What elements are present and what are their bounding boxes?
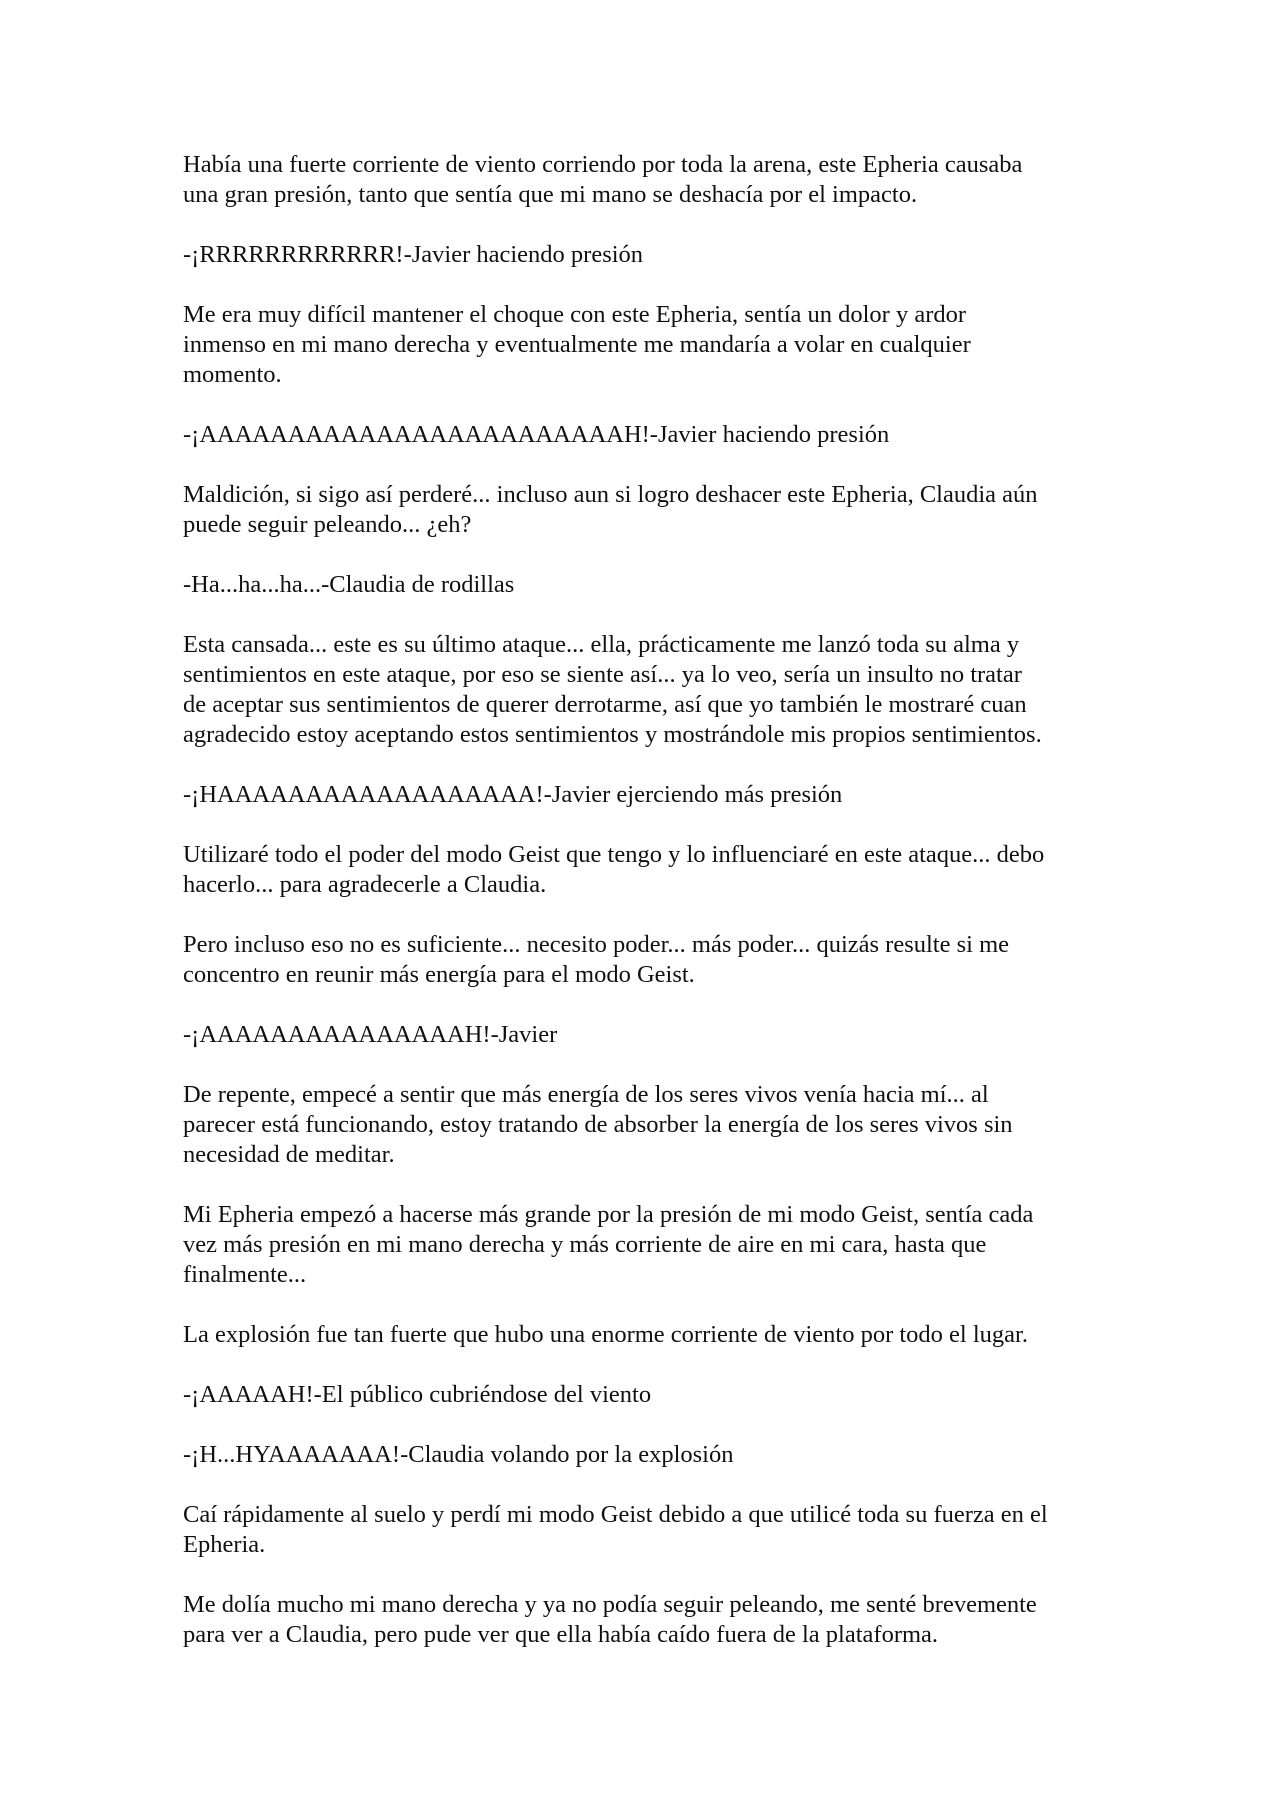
dialogue-line: -¡HAAAAAAAAAAAAAAAAAA!-Javier ejerciendo más presión xyxy=(183,781,843,808)
dialogue-line: -¡RRRRRRRRRRRR!-Javier haciendo presión xyxy=(183,241,644,268)
dialogue-line: -¡AAAAAH!-El público cubriéndose del viento xyxy=(183,1381,652,1408)
paragraph: Utilizaré todo el poder del modo Geist que tengo y lo influenciaré en este ataque... debo hacerlo... para agradecerle a Claudia. xyxy=(183,841,1045,898)
dialogue-line: -¡H...HYAAAAAAA!-Claudia volando por la explosión xyxy=(183,1441,734,1468)
paragraph: Maldición, si sigo así perderé... incluso aun si logro deshacer este Epheria, Claudia aún puede seguir peleando... ¿eh? xyxy=(183,481,1038,538)
paragraph: Mi Epheria empezó a hacerse más grande por la presión de mi modo Geist, sentía cada vez más presión en mi mano derecha y más corriente de aire en mi cara, hasta que finalmente... xyxy=(183,1201,1034,1288)
paragraph: Me dolía mucho mi mano derecha y ya no podía seguir peleando, me senté brevemente para ver a Claudia, pero pude ver que ella había caído fuera de la plataforma. xyxy=(183,1591,1037,1648)
paragraph: Caí rápidamente al suelo y perdí mi modo Geist debido a que utilicé toda su fuerza en el Epheria. xyxy=(183,1501,1048,1558)
dialogue-line: -Ha...ha...ha...-Claudia de rodillas xyxy=(183,571,515,598)
dialogue-line: -¡AAAAAAAAAAAAAAAAAAAAAAAAH!-Javier haciendo presión xyxy=(183,421,890,448)
paragraph: La explosión fue tan fuerte que hubo una enorme corriente de viento por todo el lugar. xyxy=(183,1321,1028,1348)
paragraph: Esta cansada... este es su último ataque... ella, prácticamente me lanzó toda su alma y sentimientos en este ataque, por eso se siente así... ya lo veo, sería un insulto no tratar de aceptar sus sentimientos de querer derrotarme, así que yo también le mostraré cuan agradecido estoy aceptando estos sentimientos y mostrándole mis propios sentimientos. xyxy=(183,631,1042,748)
paragraph: Había una fuerte corriente de viento corriendo por toda la arena, este Epheria causaba una gran presión, tanto que sentía que mi mano se deshacía por el impacto. xyxy=(183,151,1023,208)
dialogue-line: -¡AAAAAAAAAAAAAAAH!-Javier xyxy=(183,1021,558,1048)
document-page xyxy=(183,150,1103,1680)
paragraph: Pero incluso eso no es suficiente... necesito poder... más poder... quizás resulte si me concentro en reunir más energía para el modo Geist. xyxy=(183,931,1010,988)
paragraph: De repente, empecé a sentir que más energía de los seres vivos venía hacia mí... al parecer está funcionando, estoy tratando de absorber la energía de los seres vivos sin necesidad de meditar. xyxy=(183,1081,1013,1168)
paragraph: Me era muy difícil mantener el choque con este Epheria, sentía un dolor y ardor inmenso en mi mano derecha y eventualmente me mandaría a volar en cualquier momento. xyxy=(183,301,971,388)
